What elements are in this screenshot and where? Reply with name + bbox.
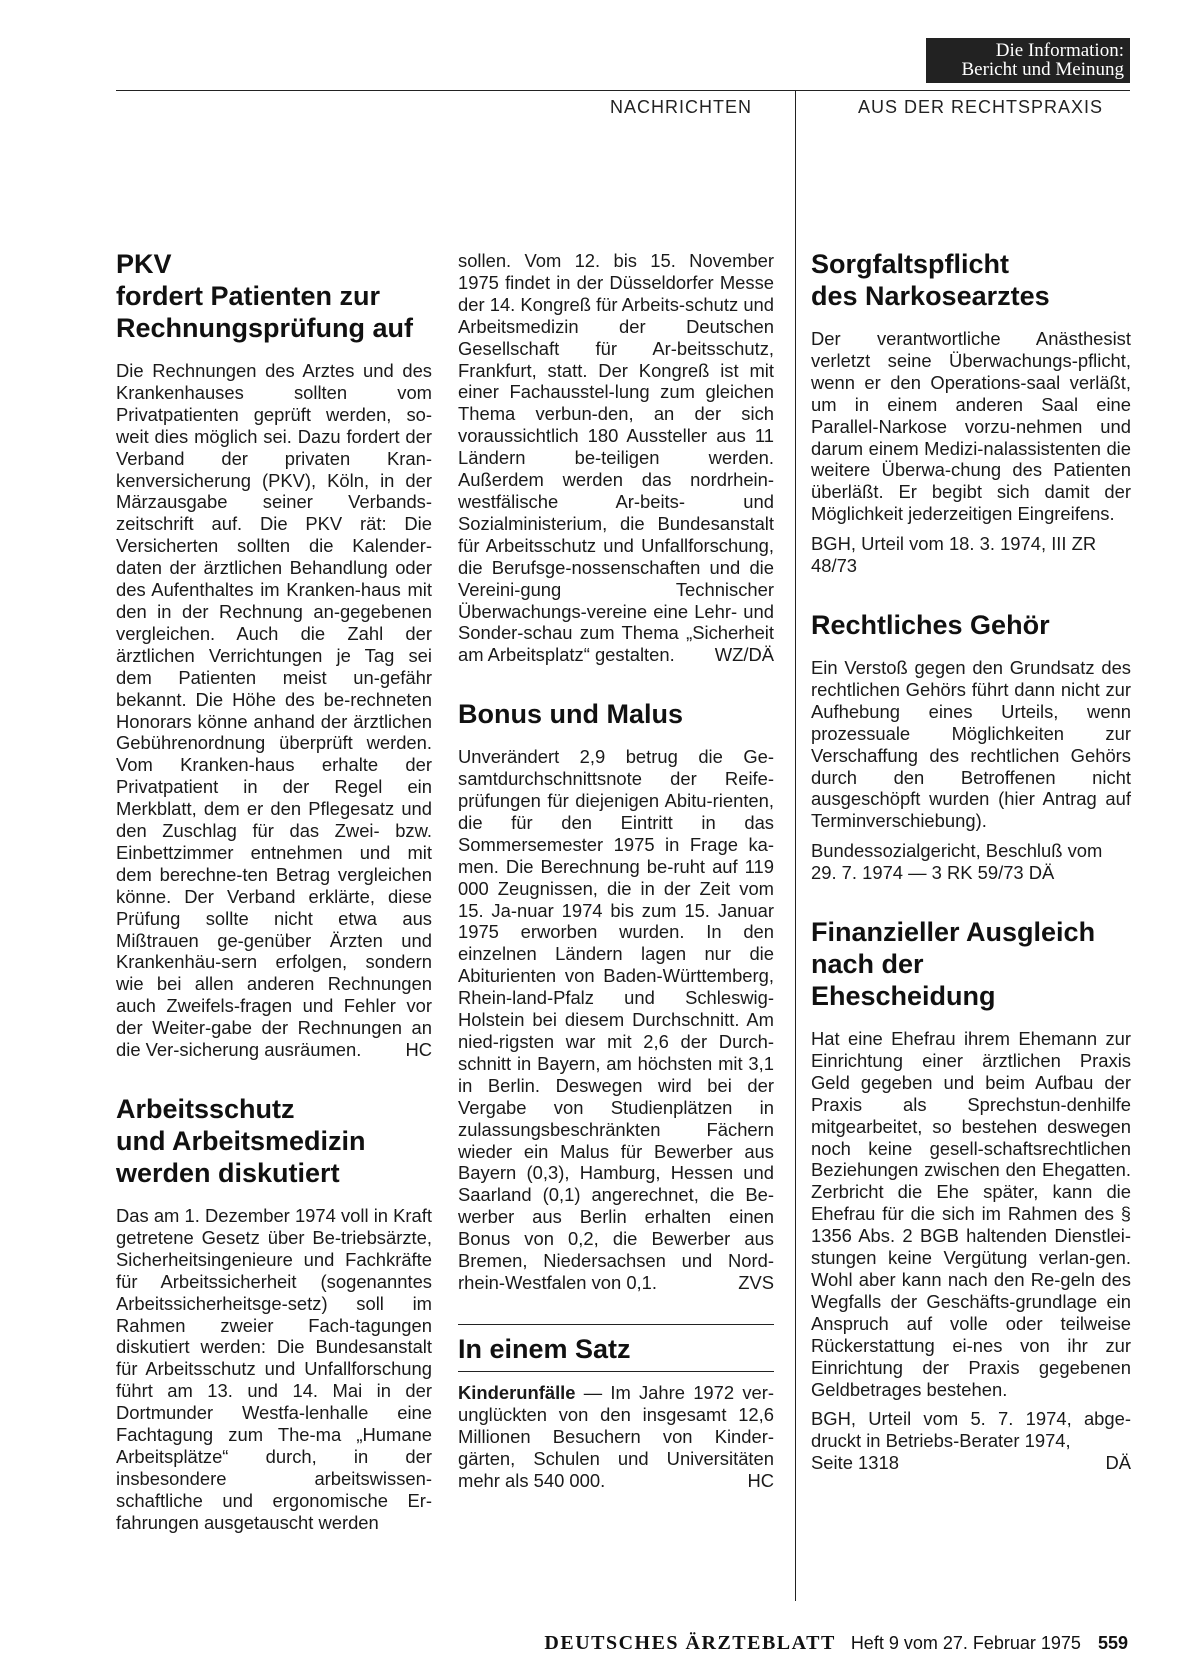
article-arbeitsschutz (116, 1093, 432, 1534)
article-gehoer-body: Ein Verstoß gegen den Grundsatz des rechtlichen Gehörs führt dann nicht zur Aufhebung eines Urteils, wenn prozessuale Möglichkeiten zur Verschaffung des rechtlichen Gehörs durch den Betroffenen nicht ausgeschöpft wurden (hier Antrag auf Terminverschiebung). (811, 656, 1131, 832)
article-bonus (458, 698, 774, 1294)
section-label-rechtspraxis: AUS DER RECHTSPRAXIS (858, 97, 1104, 117)
column-1 (116, 248, 432, 1542)
article-ausgleich-signature: DÄ (1105, 1452, 1131, 1474)
section-label-nachrichten: NACHRICHTEN (610, 97, 753, 117)
article-pkv-signature: HC (405, 1039, 432, 1061)
article-sorgfalt (811, 248, 1131, 577)
article-ausgleich-body: Hat eine Ehefrau ihrem Ehemann zur Einrichtung einer ärztlichen Praxis Geld gegeben und beim Aufbau der Praxis als Sprechstun-denhilfe mitgearbeitet, so bestehen deswegen noch keine gesell-schaftsrechtlichen Beziehungen zwischen den Ehegatten. Zerbricht die Ehe später, kann die Ehefrau für die sich im Rahmen des § 1356 Abs. 2 BGB haltenden Dienstlei-stungen keine Vergütung verlan-gen. Wohl aber kann nach den Re-geln des Wegfalls der Geschäfts-grundlage ein Anspruch auf volle oder teilweise Rückerstattung ei-nes von ihr zur Einrichtung der Praxis gegebenen Geldbetrages bestehen. (811, 1028, 1131, 1400)
in-einem-satz-lead: Kinderunfälle (458, 1381, 576, 1403)
header-rule (116, 90, 1130, 91)
section-tag (926, 38, 1130, 83)
article-ausgleich (811, 916, 1131, 1474)
article-bonus-signature: ZVS (738, 1271, 774, 1293)
column-3 (811, 248, 1131, 1474)
in-einem-satz-body: Kinderunfälle — Im Jahre 1972 ver-unglückten von den insgesamt 12,6 Millionen Besuchern von Kinder-gärten, Schulen und Universitäten mehr als 540 000. HC (458, 1381, 774, 1491)
article-bonus-title: Bonus und Malus (458, 699, 683, 730)
in-einem-satz-title: In einem Satz (458, 1333, 631, 1364)
issue-info: Heft 9 vom 27. Februar 1975 (850, 1633, 1081, 1653)
column-divider (795, 91, 796, 1601)
column-2 (458, 250, 774, 1499)
page-number: 559 (1097, 1633, 1128, 1653)
article-pkv-body: Die Rechnungen des Arztes und des Krankenhauses sollten vom Privatpatienten geprüft werden, so-weit dies möglich sei. Dazu fordert der Verband der privaten Kran-kenversicherung (PKV), Köln, in der Märzausgabe seiner Verbands-zeitschrift auf. Die PKV rät: Die Versicherten sollten die Kalender-daten der ärztlichen Behandlung oder des Aufenthaltes im Kranken-haus mit den in der Rechnung an-gegebenen vergleichen. Auch die Zahl der ärztlichen Verrichtungen je Tag sei dem Patienten meist un-gefähr bekannt. Die Höhe des be-rechneten Honorars könne anhand der ärztlichen Gebührenordnung überprüft werden. Vom Kranken-haus erhalte der Privatpatient in der Regel ein Merkblatt, dem er den Pflegesatz und den Zuschlag für das Zwei- bzw. Einbettzimmer entnehmen und mit dem berechne-ten Betrag vergleichen könne. Der Verband erklärte, diese Prüfung sollte nicht etwa aus Mißtrauen ge-genüber Ärzten und Krankenhäu-sern erfolgen, sondern wie bei allen anderen Rechnungen auch Zweifels-fragen und Fehler vor der Weiter-gabe der Rechnungen an die Ver-sicherung ausräumen. HC (116, 360, 432, 1061)
in-einem-satz-signature: HC (747, 1469, 774, 1491)
article-sorgfalt-title: Sorgfaltspflicht des Narkosearztes (811, 249, 1050, 311)
article-gehoer (811, 609, 1131, 884)
masthead: DEUTSCHES ÄRZTEBLATT (544, 1632, 836, 1654)
article-arbeitsschutz-body-part2: sollen. Vom 12. bis 15. November 1975 findet in der Düsseldorfer Messe der 14. Kongreß für Arbeits-schutz und Arbeitsmedizin der Deutschen Gesellschaft für Ar-beitsschutz, Frankfurt, statt. Der Kongreß ist mit einer Fachausstel-lung zum gleichen Thema verbun-den, an der sich voraussichtlich 180 Aussteller aus 11 Ländern be-teiligen werden. Außerdem werden das nordrhein-westfälische Ar-beits- und Sozialministerium, die Bundesanstalt für Arbeitsschutz und Unfallforschung, die Berufsge-nossenschaften und die Vereini-gung Technischer Überwachungs-vereine eine Lehr- und Sonder-schau zum Thema „Sicherheit am Arbeitsplatz“ gestalten. WZ/DÄ (458, 250, 774, 666)
article-gehoer-citation: Bundessozialgericht, Beschluß vom 29. 7. 1974 — 3 RK 59/73 DÄ (811, 840, 1103, 884)
article-pkv-title: PKV fordert Patienten zur Rechnungsprüfung auf (116, 249, 413, 343)
section-tag-line1: Die Information: (995, 40, 1124, 61)
article-pkv (116, 248, 432, 1061)
section-tag-line2: Bericht und Meinung (961, 59, 1124, 80)
article-arbeitsschutz-title: Arbeitsschutz und Arbeitsmedizin werden diskutiert (116, 1094, 366, 1188)
article-ausgleich-citation: BGH, Urteil vom 5. 7. 1974, abge-druckt in Betriebs-Berater 1974, Seite 1318 DÄ (811, 1408, 1131, 1474)
page-footer (544, 1632, 1128, 1655)
article-in-einem-satz (458, 1324, 774, 1492)
in-einem-satz-header (458, 1324, 774, 1372)
article-bonus-body: Unverändert 2,9 betrug die Ge-samtdurchschnittsnote der Reife-prüfungen für diejenigen Abitu-rienten, die für den Eintritt in das Sommersemester 1975 in Frage ka-men. Die Berechnung be-ruht auf 119 000 Zeugnissen, die in der Zeit vom 15. Ja-nuar 1974 bis zum 15. Januar 1975 erworben wurden. In den einzelnen Ländern lagen nur die Abiturienten von Baden-Württemberg, Rhein-land-Pfalz und Schleswig-Holstein bei diesem Durchschnitt. Am nied-rigsten war mit 2,6 der Durch-schnitt in Bayern, am höchsten mit 3,1 in Berlin. Deswegen wird bei der Vergabe von Studienplätzen in zulassungsbeschränkten Fächern wieder ein Malus für Bewerber aus Bayern (0,3), Hamburg, Hessen und Saarland (0,1) angerechnet, die Be-werber aus Berlin erhalten einen Bonus von 0,2, die Bewerber aus Bremen, Niedersachsen und Nord-rhein-Westfalen von 0,1. ZVS (458, 746, 774, 1293)
article-arbeitsschutz-body-part1: Das am 1. Dezember 1974 voll in Kraft getretene Gesetz über Be-triebsärzte, Sicherheitsingenieure und Fachkräfte für Arbeitssicherheit (sogenanntes Arbeitssicherheitsge-setz) soll im Rahmen zweier Fach-tagungen diskutiert werden: Die Bundesanstalt für Arbeitsschutz und Unfallforschung führt am 13. und 14. Mai in der Dortmunder Westfa-lenhalle eine Fachtagung zum The-ma „Humane Arbeitsplätze“ durch, in der insbesondere arbeitswissen-schaftliche und ergonomische Er-fahrungen ausgetauscht werden (116, 1205, 432, 1533)
article-gehoer-title: Rechtliches Gehör (811, 609, 1050, 640)
article-ausgleich-title: Finanzieller Ausgleich nach der Ehescheidung (811, 917, 1096, 1012)
article-sorgfalt-citation: BGH, Urteil vom 18. 3. 1974, III ZR 48/73 (811, 533, 1097, 577)
article-arbeitsschutz-signature: WZ/DÄ (714, 644, 774, 666)
article-sorgfalt-body: Der verantwortliche Anästhesist verletzt seine Überwachungs-pflicht, wenn er den Operations-saal verläßt, um in einem anderen Saal eine Parallel-Narkose vorzu-nehmen und darum einem Medizi-nalassistenten die weitere Überwa-chung des Patienten überläßt. Er begibt sich damit der Möglichkeit jederzeitigen Eingreifens. (811, 328, 1131, 525)
